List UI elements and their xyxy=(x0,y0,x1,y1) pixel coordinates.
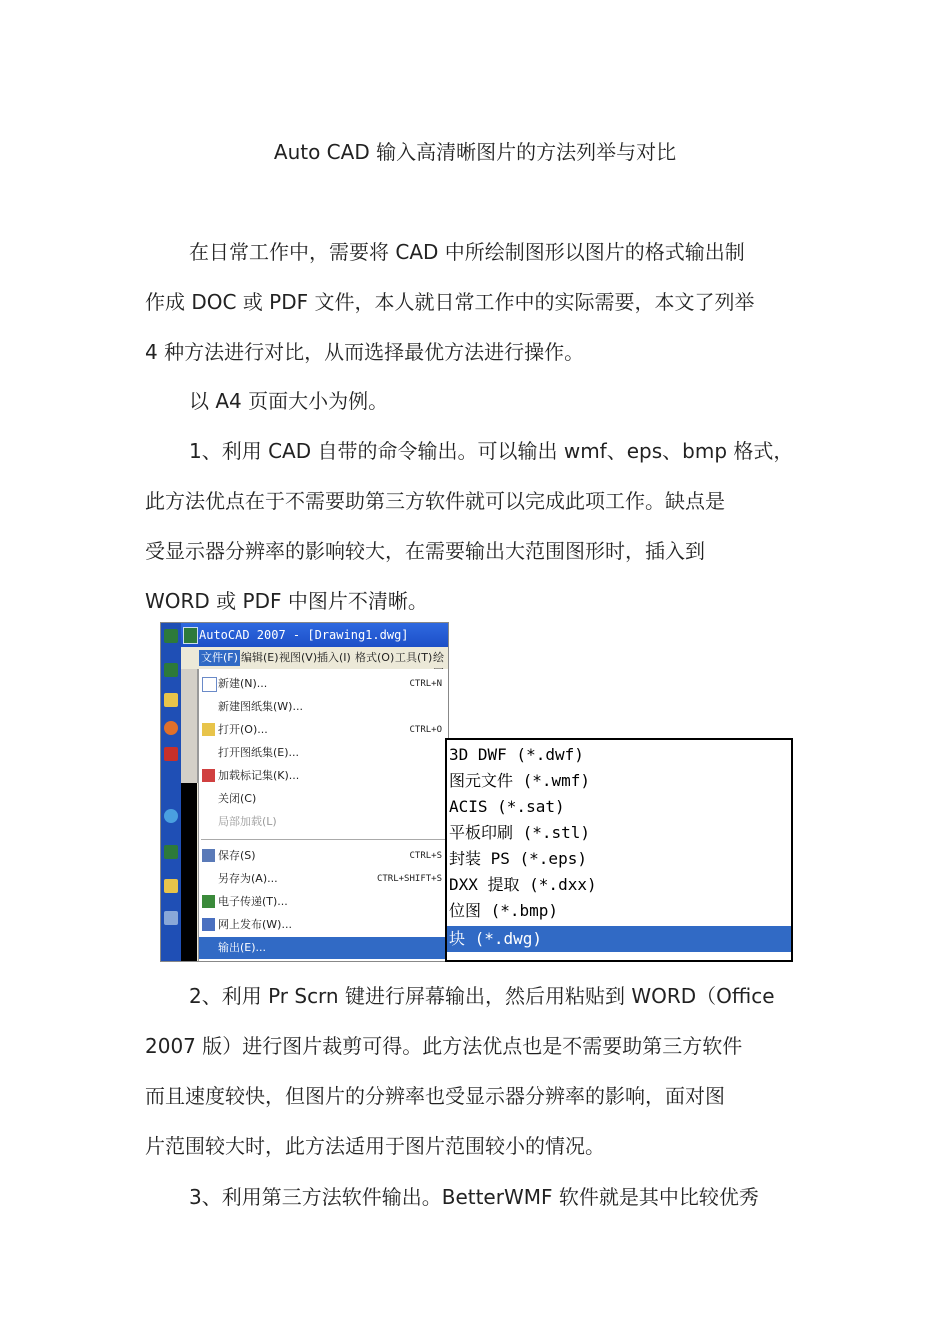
text-line: 1、利用 CAD 自带的命令输出。可以输出 wmf、eps、bmp 格式， xyxy=(189,439,794,463)
window-title: AutoCAD 2007 - [Drawing1.dwg] xyxy=(199,628,409,642)
autocad-taskbar-icon[interactable] xyxy=(164,663,178,677)
menu-item-label: 打开(O)... xyxy=(218,723,268,736)
menu-view[interactable]: 视图(V) xyxy=(279,651,318,664)
menu-tools[interactable]: 工具(T) xyxy=(395,651,433,664)
folder-icon-2[interactable] xyxy=(164,879,178,893)
menu-file[interactable]: 文件(F) xyxy=(201,651,238,664)
publish-web-icon xyxy=(202,918,215,931)
file-menu-dropdown xyxy=(198,669,448,961)
menu-draw[interactable]: 绘 xyxy=(433,651,444,664)
open-folder-icon xyxy=(202,723,215,736)
menu-separator xyxy=(201,839,446,840)
markup-icon xyxy=(202,769,215,782)
menu-item-label: 新建图纸集(W)... xyxy=(218,700,303,713)
text-line: 片范围较大时，此方法适用于图片范围较小的情况。 xyxy=(145,1134,605,1158)
file-type-option[interactable]: 图元文件 (*.wmf) xyxy=(449,771,591,790)
ie-icon[interactable] xyxy=(164,809,178,823)
menu-insert[interactable]: 插入(I) xyxy=(317,651,351,664)
menu-item-label: 另存为(A)... xyxy=(218,872,278,885)
etransmit-icon xyxy=(202,895,215,908)
menu-bar xyxy=(181,647,448,670)
text-line: 2007 版）进行图片裁剪可得。此方法优点也是不需要助第三方软件 xyxy=(145,1034,743,1058)
menu-item-save[interactable] xyxy=(199,845,448,867)
text-line: 而且速度较快，但图片的分辨率也受显示器分辨率的影响，面对图 xyxy=(145,1084,725,1108)
text-line: 2、利用 Pr Scrn 键进行屏幕输出，然后用粘贴到 WORD（Office xyxy=(189,984,775,1008)
menu-item-new-sheetset[interactable] xyxy=(199,696,448,718)
file-type-option[interactable]: 平板印刷 (*.stl) xyxy=(449,823,591,842)
export-file-type-list xyxy=(445,738,793,962)
menu-item-label: 局部加载(L) xyxy=(218,815,277,828)
menu-item-label: 保存(S) xyxy=(218,849,256,862)
app-m-icon[interactable] xyxy=(164,747,178,761)
file-type-option[interactable]: ACIS (*.sat) xyxy=(449,797,565,816)
menu-item-load-markup[interactable] xyxy=(199,765,448,787)
menu-item-save-as[interactable] xyxy=(199,868,448,890)
menu-item-partial-load xyxy=(199,811,448,833)
file-type-option-selected[interactable]: 块 (*.dwg) xyxy=(447,926,791,952)
file-type-option[interactable]: 3D DWF (*.dwf) xyxy=(449,745,584,764)
text-line: 3、利用第三方法软件输出。BetterWMF 软件就是其中比较优秀 xyxy=(189,1185,759,1209)
text-line: 在日常工作中，需要将 CAD 中所绘制图形以图片的格式输出制 xyxy=(189,240,745,264)
menu-item-open-sheetset[interactable] xyxy=(199,742,448,764)
paragraph-method-2 xyxy=(145,971,815,1171)
new-file-icon xyxy=(202,677,217,692)
menu-item-label: 网上发布(W)... xyxy=(218,918,292,931)
paragraph-method-3 xyxy=(145,1172,815,1222)
text-line: WORD 或 PDF 中图片不清晰。 xyxy=(145,589,428,613)
file-type-option[interactable]: 位图 (*.bmp) xyxy=(449,901,559,920)
menu-item-shortcut: CTRL+S xyxy=(409,851,442,861)
window-titlebar xyxy=(181,623,448,647)
paragraph-intro xyxy=(145,227,815,377)
document-icon[interactable] xyxy=(164,911,178,925)
menu-item-export[interactable] xyxy=(199,937,448,959)
text-line: 受显示器分辨率的影响较大，在需要输出大范围图形时，插入到 xyxy=(145,539,705,563)
folder-icon[interactable] xyxy=(164,693,178,707)
toolbar-strip xyxy=(181,669,198,783)
autocad-taskbar-icon-2[interactable] xyxy=(164,845,178,859)
file-type-option[interactable]: DXX 提取 (*.dxx) xyxy=(449,875,597,894)
menu-format[interactable]: 格式(O) xyxy=(355,651,395,664)
autocad-logo-icon xyxy=(183,627,198,644)
menu-item-label: 新建(N)... xyxy=(218,677,268,690)
windows-start-icon[interactable] xyxy=(164,629,178,643)
paragraph-page-size xyxy=(145,376,815,426)
menu-item-label: 输出(E)... xyxy=(218,941,267,954)
menu-item-label: 加载标记集(K)... xyxy=(218,769,300,782)
menu-item-shortcut: CTRL+SHIFT+S xyxy=(376,874,442,884)
paragraph-method-1 xyxy=(145,426,815,626)
autocad-screenshot-figure xyxy=(160,622,792,962)
menu-item-new[interactable] xyxy=(199,673,448,695)
text-line: 以 A4 页面大小为例。 xyxy=(189,389,389,413)
file-type-option[interactable]: 封装 PS (*.eps) xyxy=(449,849,587,868)
document-title: Auto CAD 输入高清晰图片的方法列举与对比 xyxy=(273,140,677,164)
text-line: 此方法优点在于不需要助第三方软件就可以完成此项工作。缺点是 xyxy=(145,489,725,513)
menu-item-etransmit[interactable] xyxy=(199,891,448,913)
menu-item-label: 关闭(C) xyxy=(218,792,257,805)
menu-item-shortcut: CTRL+N xyxy=(409,679,442,689)
menu-item-label: 打开图纸集(E)... xyxy=(218,746,300,759)
menu-edit[interactable]: 编辑(E) xyxy=(241,651,279,664)
menu-item-publish-web[interactable] xyxy=(199,914,448,936)
menu-item-close[interactable] xyxy=(199,788,448,810)
menu-item-shortcut: CTRL+O xyxy=(409,725,442,735)
text-line: 4 种方法进行对比，从而选择最优方法进行操作。 xyxy=(145,340,585,364)
menu-item-open[interactable] xyxy=(199,719,448,741)
autocad-window xyxy=(160,622,449,962)
drawing-canvas[interactable] xyxy=(181,783,197,961)
browser-icon[interactable] xyxy=(164,721,178,735)
text-line: 作成 DOC 或 PDF 文件，本人就日常工作中的实际需要，本文了列举 xyxy=(145,290,755,314)
menu-item-label: 电子传递(T)... xyxy=(218,895,288,908)
save-icon xyxy=(202,849,215,862)
taskbar xyxy=(161,623,181,961)
